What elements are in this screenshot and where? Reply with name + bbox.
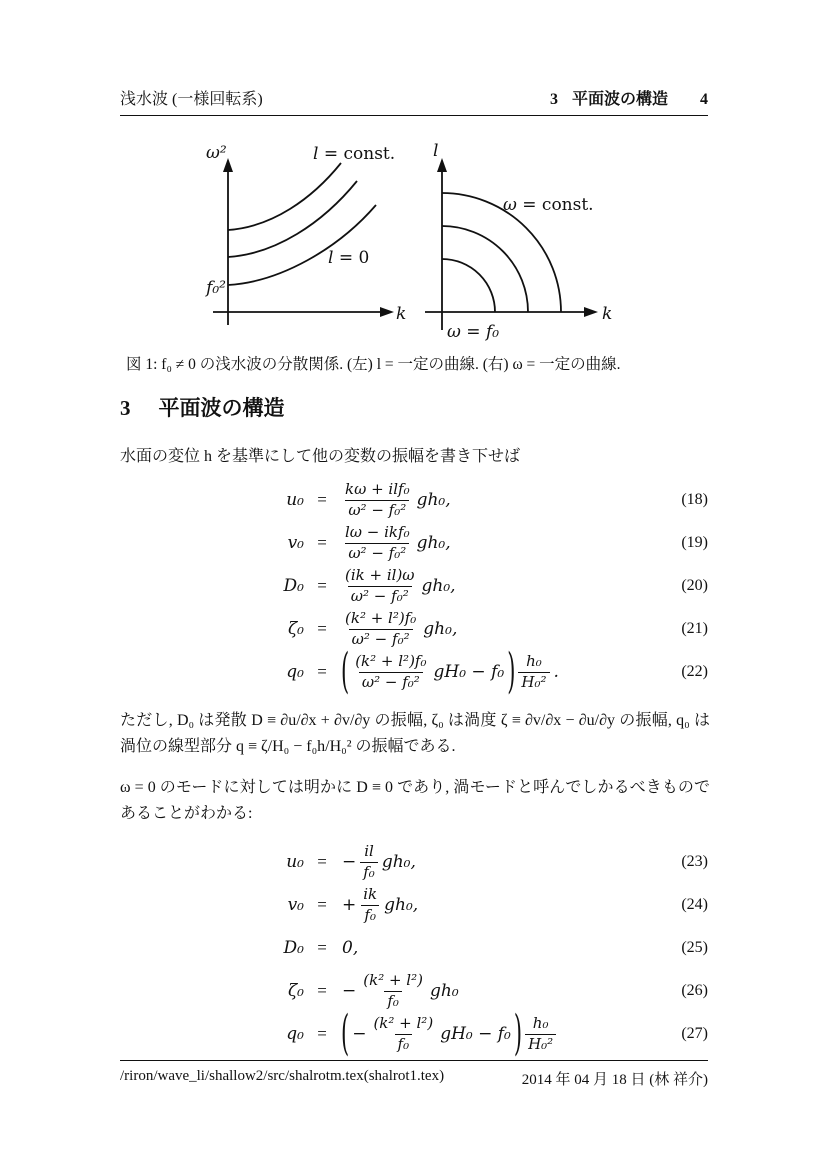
fraction xyxy=(525,1015,556,1053)
equation-lhs: D₀ xyxy=(283,938,304,958)
equation-row xyxy=(120,643,708,698)
equals-sign: = xyxy=(317,852,327,871)
header-doc-title: 浅水波 (一様回転系) xyxy=(120,91,263,108)
header-section-ref xyxy=(550,86,708,109)
math-text: + xyxy=(342,895,357,915)
equation-number: (19) xyxy=(681,534,708,551)
math-text: gh₀ xyxy=(429,981,459,1001)
equation-number: (27) xyxy=(681,1025,708,1042)
equation-row xyxy=(120,928,708,968)
equation-row xyxy=(120,523,708,563)
fraction-numerator: h₀ xyxy=(526,652,542,671)
math-text: gH₀ − f₀ xyxy=(440,1024,511,1044)
right-plot-x-axis-label: k xyxy=(602,304,613,324)
right-plot-curve-label-bottom: ω = f₀ xyxy=(447,322,500,342)
equation-row xyxy=(120,566,708,606)
figure-caption: 図 1: f₀ ≠ 0 の浅水波の分散関係. (左) l = 一定の曲線. (右) ω = 一定の曲線. xyxy=(126,356,621,373)
equation-number: (18) xyxy=(681,491,708,508)
equation-block-23-27 xyxy=(120,842,708,1060)
dispersion-curve xyxy=(228,163,341,230)
fraction-numerator: lω − ikf₀ xyxy=(345,523,410,542)
equals-sign: = xyxy=(317,576,327,595)
equation-rhs xyxy=(340,567,656,605)
left-plot-curve-label-bottom: l = 0 xyxy=(328,248,370,268)
header-section-title: 平面波の構造 xyxy=(571,91,668,108)
right-plot-y-axis-arrow-icon xyxy=(437,158,447,172)
section-heading xyxy=(120,392,285,422)
equation-lhs: v₀ xyxy=(287,895,304,915)
big-parenthesis: ) xyxy=(507,643,516,698)
equation-lhs: u₀ xyxy=(286,490,304,510)
paragraph-intro: 水面の変位 h を基準にして他の変数の振幅を書き下せば xyxy=(120,448,521,465)
equation-rhs xyxy=(340,1005,656,1060)
right-plot-x-axis-arrow-icon xyxy=(584,307,598,317)
fraction-denominator: ω² − f₀² xyxy=(349,629,413,648)
section-title: 平面波の構造 xyxy=(158,396,285,420)
section-number: 3 xyxy=(120,396,131,420)
equation-number: (24) xyxy=(681,896,708,913)
left-plot-ytick-f0sq: f₀² xyxy=(206,278,226,298)
right-plot-curve-label-top: ω = const. xyxy=(503,195,594,215)
left-plot xyxy=(213,158,394,325)
fraction-denominator: ω² − f₀² xyxy=(345,543,409,562)
equals-sign: = xyxy=(317,895,327,914)
right-plot-y-axis-label: l xyxy=(433,141,439,161)
fraction-denominator: ω² − f₀² xyxy=(348,586,412,605)
big-parenthesis: ( xyxy=(341,643,350,698)
equation-number: (22) xyxy=(681,663,708,680)
page-header xyxy=(120,86,708,116)
footer-date-author: 2014 年 04 月 18 日 (林 祥介) xyxy=(521,1072,708,1088)
equation-number: (20) xyxy=(681,577,708,594)
equation-number: (26) xyxy=(681,982,708,999)
fraction xyxy=(342,524,413,562)
math-text: 0, xyxy=(342,938,359,958)
fraction xyxy=(360,972,426,1010)
big-parenthesis: ( xyxy=(341,1005,350,1060)
math-text: gH₀ − f₀ xyxy=(433,662,505,682)
fraction xyxy=(360,886,380,924)
paragraph-vortex-mode: ω = 0 のモードに対しては明かに D ≡ 0 であり, 渦モードと呼んでしかるべきものであることがわかる: xyxy=(120,779,710,822)
equation-row xyxy=(120,1005,708,1060)
equation-rhs xyxy=(340,938,656,958)
equation-rhs xyxy=(340,481,656,519)
math-text: . xyxy=(553,662,559,682)
equals-sign: = xyxy=(317,662,327,681)
figure-dispersion-diagrams xyxy=(120,134,708,346)
equals-sign: = xyxy=(317,1024,327,1043)
fraction-denominator: f₀ xyxy=(395,1034,413,1053)
fraction-denominator: f₀ xyxy=(360,862,378,881)
math-text: gh₀, xyxy=(384,895,419,915)
fraction xyxy=(342,610,419,648)
dispersion-curve xyxy=(228,181,357,257)
fraction-denominator: ω² − f₀² xyxy=(359,672,423,691)
equation-rhs xyxy=(340,972,656,1010)
fraction xyxy=(360,843,378,881)
fraction-denominator: H₀² xyxy=(518,672,549,691)
fraction-denominator: ω² − f₀² xyxy=(345,500,409,519)
equation-lhs: D₀ xyxy=(283,576,304,596)
fraction-numerator: kω + ilf₀ xyxy=(345,480,410,499)
page-footer xyxy=(120,1060,708,1089)
fraction xyxy=(352,653,429,691)
math-text: gh₀, xyxy=(423,619,458,639)
left-plot-curve-label-top: l = const. xyxy=(313,144,396,164)
dispersion-curve xyxy=(228,205,376,285)
equation-lhs: q₀ xyxy=(286,1024,304,1044)
equation-lhs: q₀ xyxy=(286,662,304,682)
math-text: gh₀, xyxy=(381,852,416,872)
fraction-numerator: ik xyxy=(363,885,378,904)
left-plot-y-axis-label: ω² xyxy=(206,143,227,163)
math-text: − xyxy=(342,981,357,1001)
equation-lhs: ζ₀ xyxy=(287,619,304,639)
equation-row xyxy=(120,842,708,882)
right-plot xyxy=(425,158,598,330)
fraction-denominator: f₀ xyxy=(361,905,379,924)
fraction-denominator: H₀² xyxy=(525,1034,556,1053)
math-text: − xyxy=(342,852,357,872)
left-plot-x-axis-arrow-icon xyxy=(380,307,394,317)
fraction-numerator: il xyxy=(364,842,374,861)
left-plot-x-axis-label: k xyxy=(396,304,407,324)
big-parenthesis: ) xyxy=(513,1005,523,1060)
equation-rhs xyxy=(340,643,656,698)
equation-row xyxy=(120,971,708,1011)
math-text: gh₀, xyxy=(416,490,451,510)
fraction-numerator: (k² + l²) xyxy=(373,1014,434,1033)
fraction-numerator: (k² + l²) xyxy=(363,971,423,990)
equals-sign: = xyxy=(317,490,327,509)
math-text: − xyxy=(352,1024,367,1044)
fraction-numerator: h₀ xyxy=(532,1014,549,1033)
math-text: gh₀, xyxy=(416,533,451,553)
equation-row xyxy=(120,609,708,649)
equals-sign: = xyxy=(317,981,327,1000)
math-text: gh₀, xyxy=(421,576,456,596)
omega-constant-arc xyxy=(442,226,528,312)
equals-sign: = xyxy=(317,619,327,638)
equation-row xyxy=(120,885,708,925)
fraction xyxy=(342,567,418,605)
equation-rhs xyxy=(340,610,656,648)
equation-rhs xyxy=(340,886,656,924)
equation-lhs: v₀ xyxy=(287,533,304,553)
fraction-numerator: (k² + l²)f₀ xyxy=(345,609,417,628)
equals-sign: = xyxy=(317,533,327,552)
omega-constant-arc xyxy=(442,259,495,312)
fraction xyxy=(342,481,413,519)
equation-block-18-22 xyxy=(120,480,708,698)
equals-sign: = xyxy=(317,938,327,957)
page-number: 4 xyxy=(700,91,708,108)
fraction-denominator: f₀ xyxy=(384,991,402,1010)
equation-number: (25) xyxy=(681,939,708,956)
paragraph-definitions: ただし, D₀ は発散 D ≡ ∂u/∂x + ∂v/∂y の振幅, ζ₀ は渦度 ζ ≡ ∂v/∂x − ∂u/∂y の振幅, q₀ は渦位の線型部分 q ≡ ζ/H₀ − f₀h/H₀² の振幅である. xyxy=(120,712,710,755)
equation-row xyxy=(120,480,708,520)
header-section-number: 3 xyxy=(549,91,558,108)
fraction xyxy=(370,1015,436,1053)
equation-rhs xyxy=(340,843,656,881)
equation-lhs: u₀ xyxy=(286,852,304,872)
footer-file-path: /riron/wave_li/shallow2/src/shalrotm.tex(shalrot1.tex) xyxy=(120,1068,445,1084)
fraction-numerator: (ik + il)ω xyxy=(345,566,415,585)
equation-number: (21) xyxy=(681,620,708,637)
equation-lhs: ζ₀ xyxy=(287,981,304,1001)
fraction xyxy=(518,653,549,691)
equation-rhs xyxy=(340,524,656,562)
fraction-numerator: (k² + l²)f₀ xyxy=(355,652,427,671)
equation-number: (23) xyxy=(681,853,708,870)
